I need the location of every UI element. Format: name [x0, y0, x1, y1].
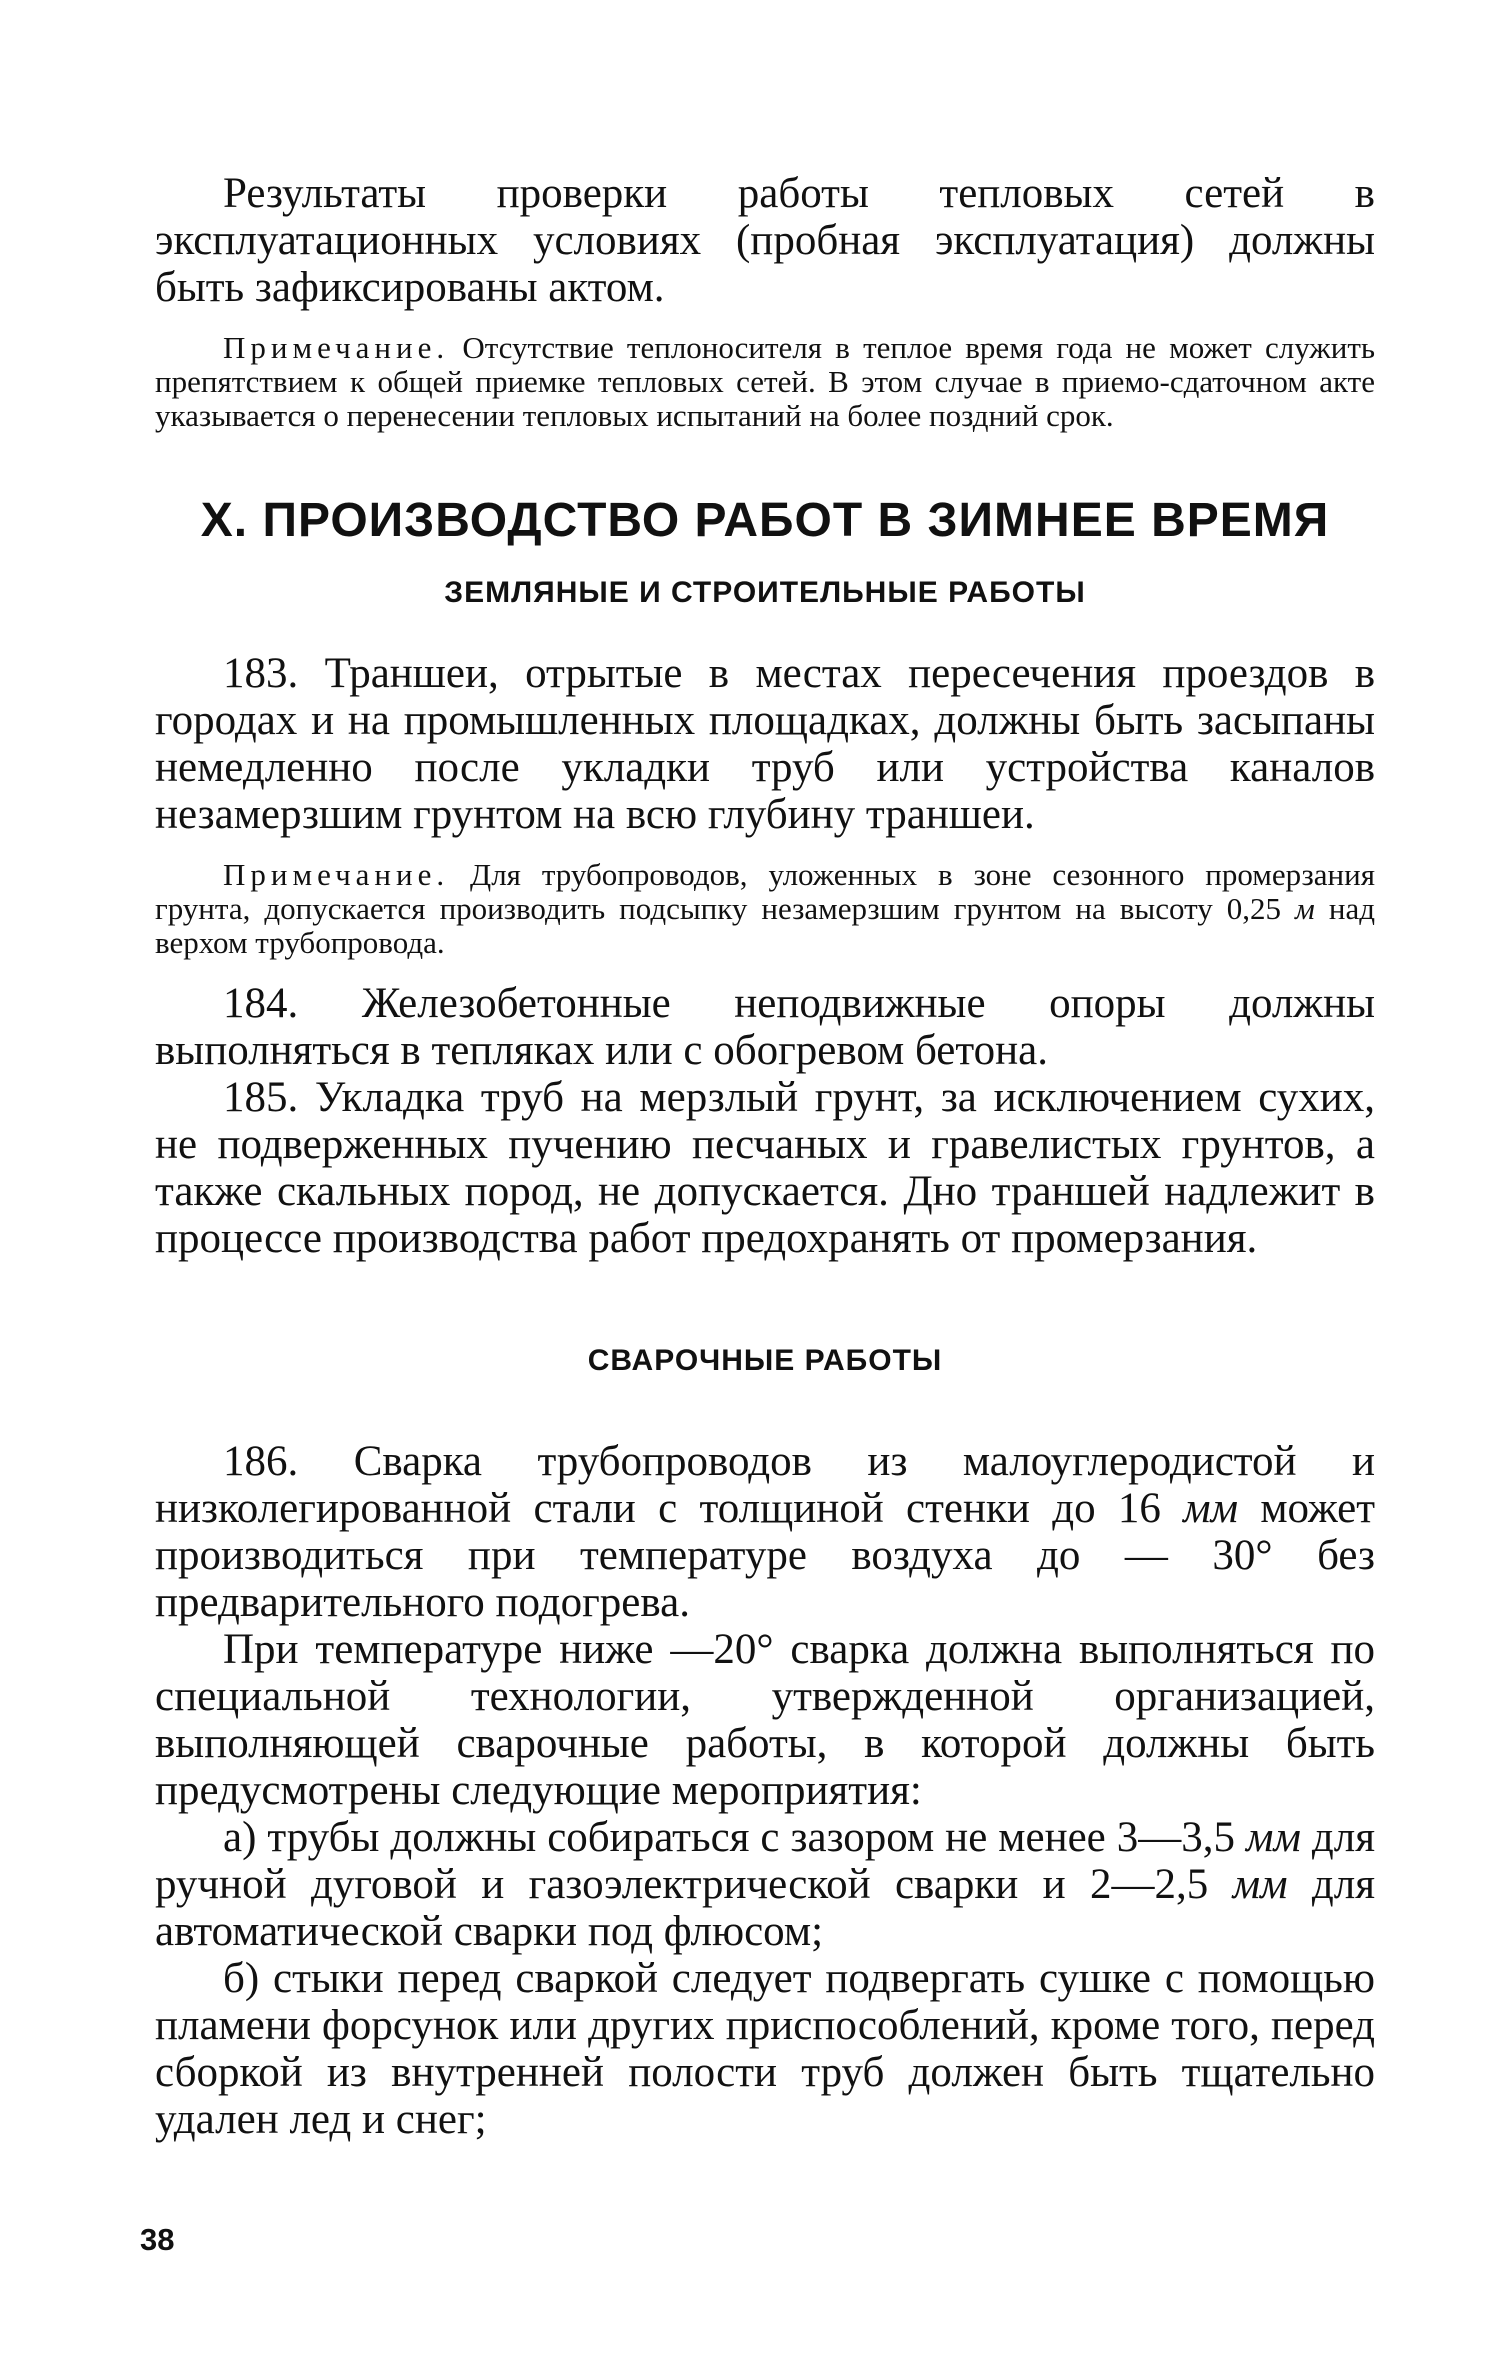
paragraph-185-text: 185. Укладка труб на мерзлый грунт, за исключением сухих, не подверженных пучению песчаных и гравелистых грунтов, а также скальных пород, не допускается. Дно траншей надлежит в процессе производства работ предохранять от промерзания.	[155, 1074, 1375, 1262]
subsection-title-welding: СВАРОЧНЫЕ РАБОТЫ	[587, 1344, 943, 1377]
list-item-b	[155, 1955, 1375, 2143]
paragraph-183	[155, 650, 1375, 838]
note-1-label: Примечание.	[223, 330, 450, 365]
note-2-label: Примечание.	[223, 857, 450, 892]
list-item-a-unit-2: мм	[1232, 1861, 1288, 1908]
note-2-text-b: над верхом трубопровода.	[155, 891, 1375, 960]
section-title: X. ПРОИЗВОДСТВО РАБОТ В ЗИМНЕЕ ВРЕМЯ	[200, 494, 1330, 547]
paragraph-results	[155, 170, 1375, 311]
list-item-a-text-2: для ручной дуговой и газоэлектрической сварки и 2—2,5	[155, 1814, 1375, 1908]
paragraph-186-text-a: 186. Сварка трубопроводов из малоуглеродистой и низколегированной стали с толщиной стенки до 16	[155, 1438, 1375, 1532]
paragraph-184-text: 184. Железобетонные неподвижные опоры должны выполняться в тепляках или с обогревом бетона.	[155, 980, 1375, 1074]
paragraph-186-text-b: может производиться при температуре воздуха до — 30° без предварительного подогрева.	[155, 1485, 1375, 1626]
note-1	[155, 331, 1375, 433]
note-2	[155, 858, 1375, 960]
paragraph-184	[155, 980, 1375, 1074]
paragraph-results-text: Результаты проверки работы тепловых сетей в эксплуатационных условиях (пробная эксплуатация) должны быть зафиксированы актом.	[155, 170, 1375, 311]
note-2-unit: м	[1295, 891, 1315, 926]
paragraph-low-temperature-text: При температуре ниже —20° сварка должна выполняться по специальной технологии, утвержденной организацией, выполняющей сварочные работы, в которой должны быть предусмотрены следующие мероприятия:	[155, 1626, 1375, 1814]
paragraph-183-text: 183. Траншеи, отрытые в местах пересечения проездов в городах и на промышленных площадках, должны быть засыпаны немедленно после укладки труб или устройства каналов незамерзшим грунтом на всю глубину траншеи.	[155, 650, 1375, 838]
list-item-a-text-3: для автоматической сварки под флюсом;	[155, 1861, 1375, 1955]
page-number: 38	[140, 2222, 175, 2257]
list-item-b-text: б) стыки перед сваркой следует подвергать сушке с помощью пламени форсунок или других приспособлений, кроме того, перед сборкой из внутренней полости труб должен быть тщательно удален лед и снег;	[155, 1955, 1375, 2143]
list-item-a-text-1: а) трубы должны собираться с зазором не менее 3—3,5	[223, 1814, 1246, 1861]
page-body	[155, 170, 1375, 2143]
paragraph-low-temperature	[155, 1626, 1375, 1814]
note-2-text-a: Для трубопроводов, уложенных в зоне сезонного промерзания грунта, допускается производить подсыпку незамерзшим грунтом на высоту 0,25	[155, 857, 1375, 926]
list-item-a	[155, 1814, 1375, 1955]
paragraph-185	[155, 1074, 1375, 1262]
paragraph-186-unit: мм	[1183, 1485, 1239, 1532]
paragraph-186	[155, 1438, 1375, 1626]
subsection-title-earthworks: ЗЕМЛЯНЫЕ И СТРОИТЕЛЬНЫЕ РАБОТЫ	[444, 576, 1086, 609]
list-item-a-unit-1: мм	[1246, 1814, 1301, 1861]
note-1-text: Отсутствие теплоносителя в теплое время года не может служить препятствием к общей приемке тепловых сетей. В этом случае в приемо-сдаточном акте указывается о перенесении тепловых испытаний на более поздний срок.	[155, 330, 1375, 433]
